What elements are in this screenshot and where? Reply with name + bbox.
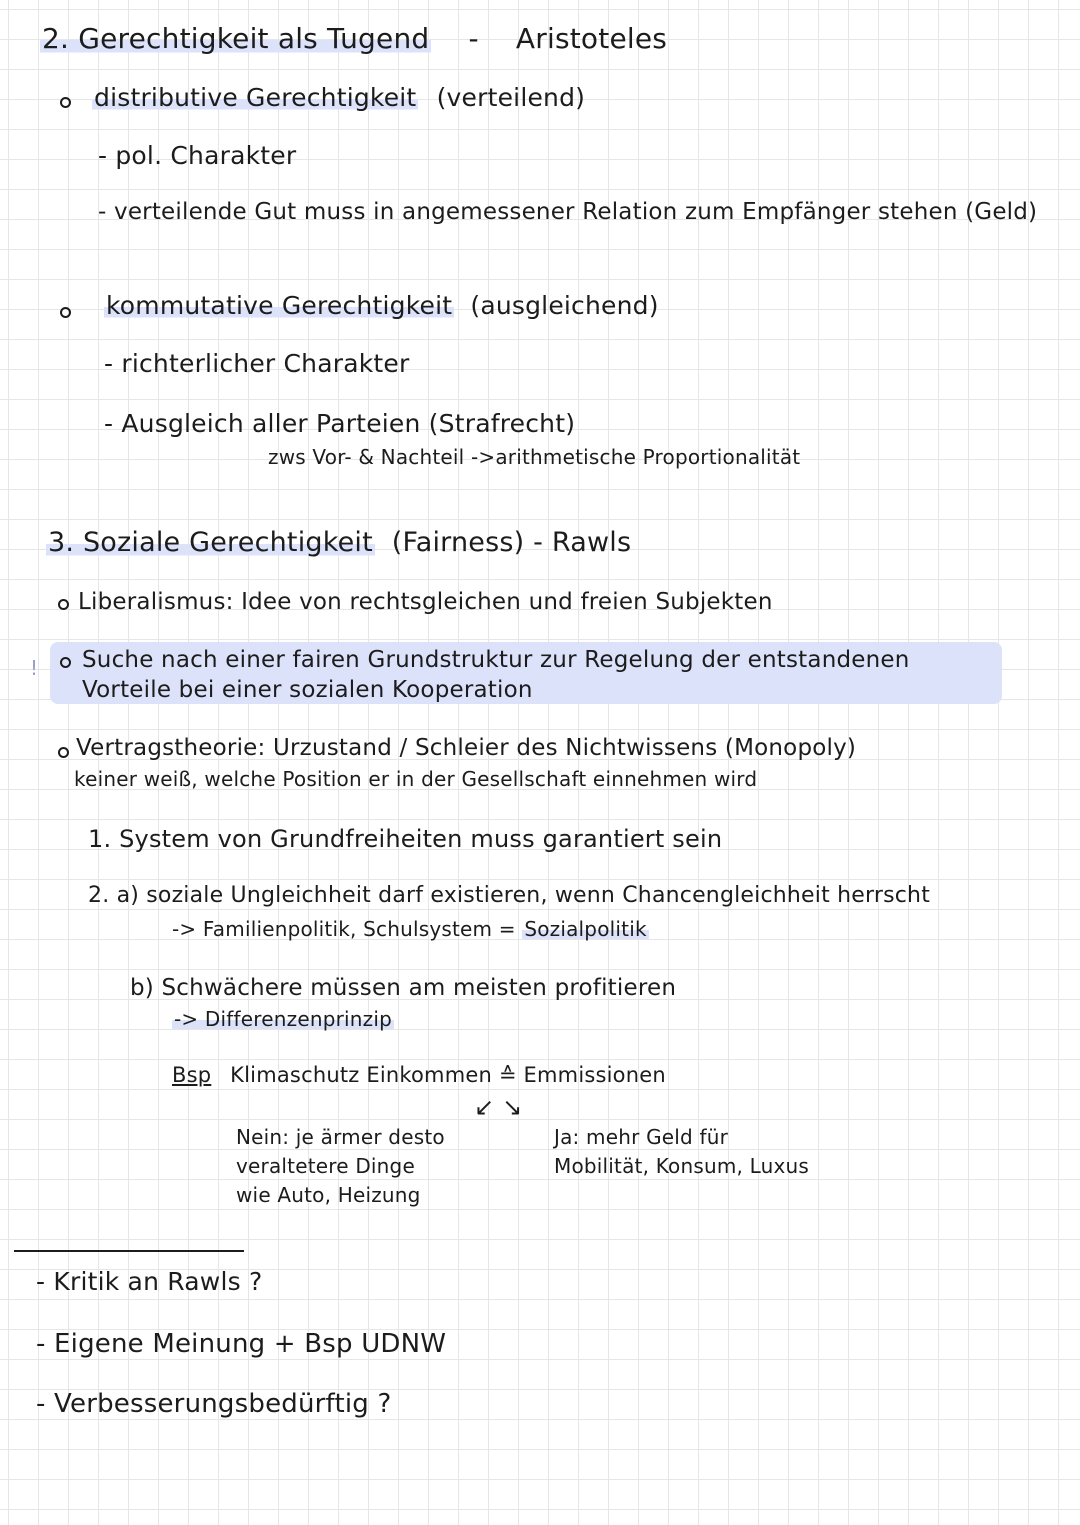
vertrag-line-2: keiner weiß, welche Position er in der Gesellschaft einnehmen wird bbox=[74, 767, 758, 791]
todo-item: - Verbesserungsbedürftig ? bbox=[36, 1389, 392, 1419]
commutative-label: kommutative Gerechtigkeit bbox=[106, 291, 453, 320]
suche-line-2: Vorteile bei einer sozialen Kooperation bbox=[82, 677, 533, 703]
ja-line: Ja: mehr Geld für bbox=[554, 1125, 729, 1149]
split-arrows-icon: ↙ ↘ bbox=[474, 1093, 523, 1121]
vertrag-line-1: Vertragstheorie: Urzustand / Schleier des Nichtwissens (Monopoly) bbox=[76, 735, 857, 761]
commutative-subnote: zws Vor- & Nachteil ->arithmetische Proportionalität bbox=[268, 445, 801, 469]
divider bbox=[14, 1250, 244, 1252]
differenzprinzip-label: -> Differenzenprinzip bbox=[174, 1007, 393, 1031]
section-3-title: 3. Soziale Gerechtigkeit bbox=[48, 527, 373, 558]
bullet-icon bbox=[60, 97, 71, 108]
attention-icon: ! bbox=[30, 656, 39, 680]
example-line bbox=[172, 1064, 666, 1087]
section-3-tail: (Fairness) - Rawls bbox=[391, 527, 632, 558]
sozialpolitik-label: Sozialpolitik bbox=[524, 917, 647, 941]
nein-line: veraltetere Dinge bbox=[236, 1154, 415, 1178]
distributive-point: - verteilende Gut muss in angemessener Relation zum Empfänger stehen (Geld) bbox=[98, 199, 1038, 225]
principle-1: 1. System von Grundfreiheiten muss garantiert sein bbox=[88, 825, 723, 853]
section-2-heading bbox=[40, 24, 667, 55]
todo-item: - Eigene Meinung + Bsp UDNW bbox=[36, 1329, 447, 1359]
distributive-label: distributive Gerechtigkeit bbox=[94, 83, 417, 112]
nein-line: wie Auto, Heizung bbox=[236, 1183, 421, 1207]
bullet-icon bbox=[60, 657, 71, 668]
commutative-title bbox=[104, 292, 659, 320]
commutative-note: (ausgleichend) bbox=[470, 291, 659, 320]
principle-2a-sub bbox=[172, 918, 649, 940]
commutative-point: - Ausgleich aller Parteien (Strafrecht) bbox=[104, 409, 576, 438]
suche-line-1: Suche nach einer fairen Grundstruktur zur Regelung der entstandenen bbox=[82, 647, 910, 673]
commutative-point: - richterlicher Charakter bbox=[104, 349, 410, 378]
distributive-note: (verteilend) bbox=[436, 83, 586, 112]
section-2-author: Aristoteles bbox=[515, 22, 668, 55]
distributive-point: - pol. Charakter bbox=[98, 141, 297, 170]
principle-2a-sub-text: -> Familienpolitik, Schulsystem = bbox=[172, 917, 516, 941]
distributive-title bbox=[92, 84, 585, 112]
principle-2a: 2. a) soziale Ungleichheit darf existieren, wenn Chancengleichheit herrscht bbox=[88, 883, 931, 908]
bullet-icon bbox=[58, 599, 69, 610]
principle-2b: b) Schwächere müssen am meisten profitieren bbox=[130, 975, 677, 1001]
nein-line: Nein: je ärmer desto bbox=[236, 1125, 445, 1149]
bullet-icon bbox=[58, 747, 69, 758]
section-3-heading bbox=[46, 528, 631, 558]
example-label: Bsp bbox=[172, 1063, 212, 1087]
todo-item: - Kritik an Rawls ? bbox=[36, 1267, 263, 1296]
principle-2b-sub bbox=[172, 1008, 394, 1030]
heading-separator: - bbox=[468, 22, 479, 55]
example-text: Klimaschutz Einkommen ≙ Emmissionen bbox=[230, 1063, 666, 1087]
bullet-icon bbox=[60, 307, 71, 318]
ja-line: Mobilität, Konsum, Luxus bbox=[554, 1154, 810, 1178]
section-2-title: 2. Gerechtigkeit als Tugend bbox=[42, 22, 430, 55]
liberalismus-text: Liberalismus: Idee von rechtsgleichen und freien Subjekten bbox=[78, 589, 773, 615]
